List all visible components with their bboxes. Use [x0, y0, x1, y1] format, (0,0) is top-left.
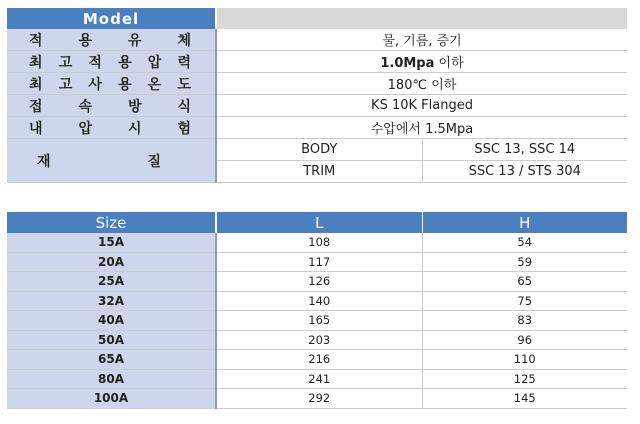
size-cell: 25A	[7, 272, 216, 292]
label-glyph: 압	[147, 54, 162, 71]
height-cell: 145	[422, 389, 627, 409]
spec-value	[216, 51, 627, 73]
size-row	[7, 272, 627, 292]
size-row	[7, 252, 627, 272]
material-part: TRIM	[216, 161, 422, 183]
label-glyph: 체	[177, 32, 191, 49]
spread-label	[7, 118, 215, 138]
height-cell: 83	[422, 311, 627, 331]
size-row	[7, 311, 627, 331]
height-cell: 110	[422, 350, 627, 370]
label-glyph: 력	[177, 54, 191, 71]
size-row	[7, 369, 627, 389]
model-header-label: Model	[7, 8, 216, 29]
length-cell: 140	[216, 291, 422, 311]
size-cell: 40A	[7, 311, 216, 331]
length-cell: 292	[216, 389, 422, 409]
spread-label	[7, 52, 215, 72]
length-header: L	[216, 212, 422, 233]
size-row	[7, 330, 627, 350]
material-label-left: 재	[37, 153, 51, 170]
material-label-split	[7, 151, 215, 171]
spread-label	[7, 74, 215, 94]
spec-header-row	[7, 8, 627, 29]
height-header: H	[422, 212, 627, 233]
spec-value: 180℃ 이하	[216, 73, 627, 95]
size-cell: 80A	[7, 369, 216, 389]
label-glyph: 사	[88, 76, 102, 93]
size-row	[7, 350, 627, 370]
material-part: BODY	[216, 139, 422, 161]
material-spec: SSC 13, SSC 14	[422, 139, 627, 161]
size-row	[7, 389, 627, 409]
label-glyph: 용	[78, 32, 93, 49]
length-cell: 165	[216, 311, 422, 331]
size-row	[7, 233, 627, 252]
label-glyph: 속	[78, 98, 93, 115]
size-cell: 50A	[7, 330, 216, 350]
size-cell: 32A	[7, 291, 216, 311]
label-glyph: 최	[29, 54, 43, 71]
label-glyph: 용	[118, 76, 132, 93]
spec-label	[7, 51, 216, 73]
label-glyph: 유	[127, 32, 142, 49]
material-row	[7, 139, 627, 161]
spec-row	[7, 29, 627, 51]
label-glyph: 용	[118, 54, 132, 71]
spec-label	[7, 29, 216, 51]
label-glyph: 고	[58, 54, 73, 71]
spec-row	[7, 51, 627, 73]
size-cell: 15A	[7, 233, 216, 252]
height-cell: 125	[422, 369, 627, 389]
spec-label	[7, 73, 216, 95]
spread-label	[7, 30, 215, 50]
label-glyph: 고	[58, 76, 73, 93]
length-cell: 241	[216, 369, 422, 389]
label-glyph: 도	[177, 76, 191, 93]
size-table	[7, 212, 627, 409]
height-cell: 96	[422, 330, 627, 350]
spec-label	[7, 117, 216, 139]
length-cell: 203	[216, 330, 422, 350]
material-spec: SSC 13 / STS 304	[422, 161, 627, 183]
length-cell: 108	[216, 233, 422, 252]
height-cell: 65	[422, 272, 627, 292]
spec-label	[7, 95, 216, 117]
pressure-value-rest: 이하	[434, 56, 464, 71]
size-cell: 65A	[7, 350, 216, 370]
size-row	[7, 291, 627, 311]
label-glyph: 식	[177, 98, 191, 115]
label-glyph: 시	[127, 120, 142, 137]
size-cell: 20A	[7, 252, 216, 272]
label-glyph: 압	[78, 120, 93, 137]
label-glyph: 험	[177, 120, 191, 137]
label-glyph: 내	[29, 120, 43, 137]
label-glyph: 적	[29, 32, 43, 49]
label-glyph: 방	[127, 98, 142, 115]
length-cell: 216	[216, 350, 422, 370]
spec-row	[7, 73, 627, 95]
size-header: Size	[7, 212, 216, 233]
spec-value: 수압에서 1.5Mpa	[216, 117, 627, 139]
spread-label	[7, 96, 215, 116]
material-label-right: 질	[147, 153, 161, 170]
height-cell: 59	[422, 252, 627, 272]
model-header-value	[216, 8, 627, 29]
spec-value: KS 10K Flanged	[216, 95, 627, 117]
length-cell: 117	[216, 252, 422, 272]
spec-row	[7, 95, 627, 117]
label-glyph: 온	[147, 76, 162, 93]
pressure-value-bold: 1.0Mpa	[380, 56, 435, 71]
size-cell: 100A	[7, 389, 216, 409]
material-label	[7, 139, 216, 183]
height-cell: 75	[422, 291, 627, 311]
spec-row	[7, 117, 627, 139]
size-header-row	[7, 212, 627, 233]
label-glyph: 적	[88, 54, 102, 71]
length-cell: 126	[216, 272, 422, 292]
height-cell: 54	[422, 233, 627, 252]
spec-value: 물, 기름, 증기	[216, 29, 627, 51]
label-glyph: 최	[29, 76, 43, 93]
spec-table	[7, 8, 627, 183]
label-glyph: 접	[29, 98, 43, 115]
